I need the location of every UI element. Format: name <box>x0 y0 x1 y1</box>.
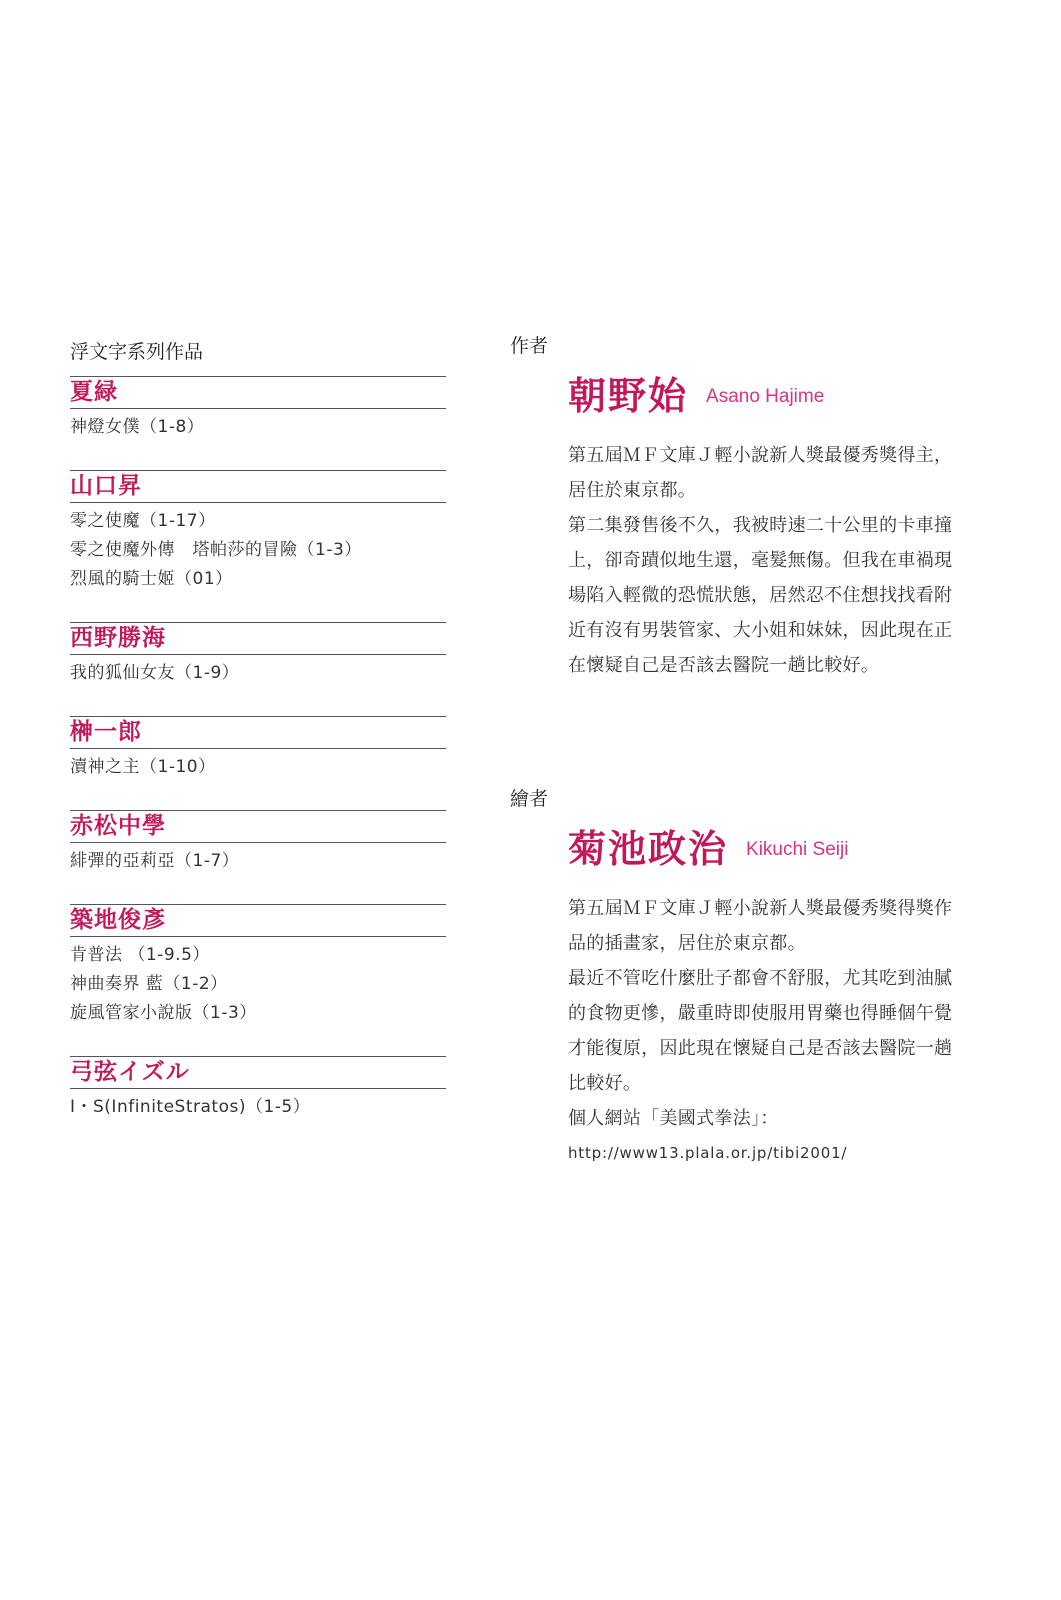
work-item: 我的狐仙女友（1-9） <box>70 663 240 683</box>
bio-line: 近有沒有男裝管家、大小姐和妹妹，因此現在正 <box>568 620 953 641</box>
illustrator-section <box>510 787 1010 1171</box>
series-author-name: 赤松中學 <box>70 810 446 843</box>
series-author-block <box>70 904 446 1028</box>
author-name-row <box>568 364 1010 420</box>
author-name-cjk: 朝野始 <box>568 373 689 418</box>
work-item: 旋風管家小說版（1-3） <box>70 1003 257 1023</box>
works-list <box>70 843 446 876</box>
work-item: 瀆神之主（1-10） <box>70 757 216 777</box>
bio-line: 第二集發售後不久，我被時速二十公里的卡車撞 <box>568 515 953 536</box>
bio-line: 上，卻奇蹟似地生還，毫髮無傷。但我在車禍現 <box>568 550 953 571</box>
bio-line: 在懷疑自己是否該去醫院一趟比較好。 <box>568 655 880 676</box>
series-author-name: 榊一郎 <box>70 716 446 749</box>
series-title: 浮文字系列作品 <box>70 341 204 363</box>
series-authors <box>70 376 446 1122</box>
bio-line: 第五屆ＭＦ文庫Ｊ輕小說新人獎最優秀獎得獎作 <box>568 898 953 919</box>
author-section <box>510 334 1010 683</box>
work-item: 緋彈的亞莉亞（1-7） <box>70 851 240 871</box>
series-author-block <box>70 376 446 442</box>
works-list <box>70 1089 446 1122</box>
works-list <box>70 503 446 594</box>
work-item: 烈風的騎士姬（01） <box>70 569 233 589</box>
series-author-name: 弓弦イズル <box>70 1056 446 1089</box>
series-author-name: 山口昇 <box>70 470 446 503</box>
author-name-latin: Asano Hajime <box>706 386 825 407</box>
works-list <box>70 655 446 688</box>
author-label: 作者 <box>510 335 549 357</box>
work-item: 神燈女僕（1-8） <box>70 417 205 437</box>
works-list <box>70 749 446 782</box>
illustrator-name-latin: Kikuchi Seiji <box>746 839 849 860</box>
bio-line: 第五屆ＭＦ文庫Ｊ輕小說新人獎最優秀獎得主， <box>568 445 953 466</box>
illustrator-name-cjk: 菊池政治 <box>568 826 729 871</box>
website-url: http://www13.plala.or.jp/tibi2001/ <box>568 1144 848 1162</box>
series-works-list <box>70 336 446 1150</box>
series-author-block <box>70 1056 446 1122</box>
series-author-block <box>70 470 446 594</box>
series-author-block <box>70 622 446 688</box>
bio-line: 場陷入輕微的恐慌狀態，居然忍不住想找找看附 <box>568 585 953 606</box>
bio-line: 個人網站「美國式拳法」： <box>568 1108 779 1129</box>
bio-line: 最近不管吃什麼肚子都會不舒服，尤其吃到油膩 <box>568 968 953 989</box>
author-bio <box>568 438 1008 683</box>
work-item: I・S(InfiniteStratos)（1-5） <box>70 1097 311 1117</box>
bio-line: 品的插畫家，居住於東京都。 <box>568 933 806 954</box>
bio-line: 比較好。 <box>568 1073 642 1094</box>
series-author-name: 夏緑 <box>70 376 446 409</box>
bio-line: 居住於東京都。 <box>568 480 697 501</box>
illustrator-label: 繪者 <box>510 788 549 810</box>
series-author-block <box>70 716 446 782</box>
works-list <box>70 409 446 442</box>
series-author-block <box>70 810 446 876</box>
works-list <box>70 937 446 1028</box>
illustrator-name-row <box>568 817 1010 873</box>
work-item: 零之使魔外傳 塔帕莎的冒險（1-3） <box>70 540 362 560</box>
work-item: 肯普法 （1-9.5） <box>70 945 210 965</box>
bio-line: 的食物更慘，嚴重時即使服用胃藥也得睡個午覺 <box>568 1003 953 1024</box>
illustrator-bio <box>568 891 1008 1171</box>
bio-line: 才能復原，因此現在懷疑自己是否該去醫院一趟 <box>568 1038 953 1059</box>
work-item: 神曲奏界 藍（1-2） <box>70 974 228 994</box>
series-author-name: 築地俊彥 <box>70 904 446 937</box>
series-author-name: 西野勝海 <box>70 622 446 655</box>
work-item: 零之使魔（1-17） <box>70 511 216 531</box>
